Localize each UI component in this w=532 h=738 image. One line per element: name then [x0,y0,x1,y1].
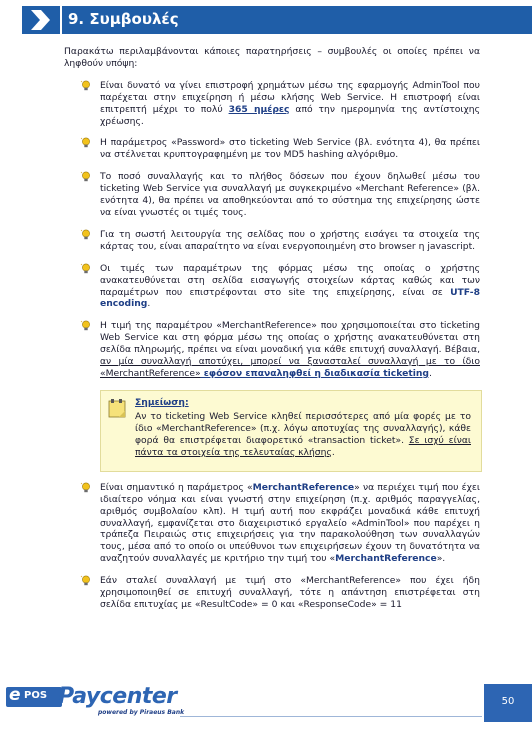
lightbulb-icon [80,171,92,183]
intro-paragraph: Παρακάτω περιλαμβάνονται κάποιες παρατηρήσεις – συμβουλές οι οποίες πρέπει να ληφθούν υπόψη: [64,46,480,69]
tip-emphasis: MerchantReference [335,553,437,565]
logo-e: e [9,685,21,705]
tip-text: Οι τιμές των παραμέτρων της φόρμας μέσω της οποίας ο χρήστης ανακατευθύνεται στη σελίδα εισαγωγής στοιχείων κάρτας καθώς και των παραμέτρων που επιστρέφονται στο site της επιχείρησης, είναι σε [100,262,480,298]
tip-emphasis: MerchantReference [252,481,355,493]
document-body [64,46,480,621]
lightbulb-icon [80,263,92,275]
chevron-right-icon [22,6,58,34]
note-underlined: Σε ισχύ είναι πάντα τα στοιχεία της τελευταίας κλήσης [135,434,471,458]
tip-item [64,575,480,611]
page-title: 9. Συμβουλές [68,10,179,28]
logo-badge [6,687,62,707]
tip-text: Είναι δυνατό να γίνει επιστροφή χρημάτων μέσω της εφαρμογής AdminTool που παρέχεται στην επιχείρηση ή μέσω κλήσης Web Service. Η επιστροφή είναι επιτρεπτή μέχρι το πολύ [100,79,480,115]
section-header [22,6,532,34]
page-number-box [484,684,532,722]
tip-item [64,80,480,128]
note-title: Σημείωση: [135,396,189,408]
tips-list-continued [64,482,480,611]
logo-paycenter: Paycenter [58,684,177,709]
logo-pos: POS [24,690,48,701]
lightbulb-icon [80,320,92,332]
lightbulb-icon [80,575,92,587]
footer-divider [180,716,482,717]
tip-text: Εάν σταλεί συναλλαγή με τιμή στο «MerchantReference» που έχει ήδη χρησιμοποιηθεί σε επιτυχή συναλλαγή, τότε η απάντηση επιστρέφεται στη σελίδα επιτυχίας με «ResultCode» = 0 και «ResponseCode» = 11 [100,575,480,610]
tip-text: Είναι σημαντικό η παράμετρος « [100,481,253,493]
epos-paycenter-logo [6,684,206,724]
tip-underlined: αν μία συναλλαγή αποτύχει, μπορεί να ξανασταλεί συναλλαγή με το ίδιο «MerchantReference» [100,356,480,379]
header-divider [60,6,62,34]
lightbulb-icon [80,229,92,241]
tip-emphasis: 365 ημέρες [228,103,290,115]
tip-item [64,229,480,253]
note-box [100,390,482,472]
tip-text-mid: » να περιέχει τιμή που έχει ιδιαίτερο νόημα και είναι γνωστή στην επιχείρηση (π.χ. αριθμός παραγγελίας, αριθμός συμβολαίου κλπ). Η τιμή αυτή που εκφράζει μοναδικά κάθε επιτυχή συναλλαγή, εμφανίζεται στο διαχειριστικό εργαλείο «AdminTool» που παρέχει η τράπεζα Πειραιώς στις επιχειρήσεις για την παρακολούθηση των συναλλαγών τους, μέσα από το οποίο οι υπεύθυνοι των επιχειρήσεων έχουν τη δυνατότητα να αναζητούν συναλλαγές με κριτήριο την τιμή του « [100,481,480,565]
tip-item [64,482,480,565]
tip-text-end: ». [436,553,446,565]
tip-text: Το ποσό συναλλαγής και το πλήθος δόσεων που έχουν δηλωθεί μέσω του ticketing Web Service για συναλλαγή με συγκεκριμένο «Merchant Reference» (βλ. ενότητα 4), θα πρέπει να αποθηκεύονται από το σύστημα της επιχείρησης ώστε να είναι γνωστές οι τιμές τους. [100,171,480,218]
note-text: Αν το ticketing Web Service κληθεί περισσότερες από μία φορές με το ίδιο «MerchantReference» (π.χ. λόγω αποτυχίας της συναλλαγής), κάθε φορά θα επιστρέφεται διαφορετικό «transaction ticket». Σε ισχύ είναι πάντα τα στοιχεία της τελευταίας κλήσης. [135,410,471,458]
tip-text-end: από την ημερομηνία της αντίστοιχης χρέωσης. [100,103,480,127]
tip-item [64,263,480,311]
tip-emphasis: UTF-8 encoding [100,286,480,310]
tip-item [64,171,480,219]
lightbulb-icon [80,482,92,494]
lightbulb-icon [80,137,92,149]
tip-text-end: . [147,298,151,310]
page-number: 50 [501,696,515,707]
tips-list [64,80,480,380]
note-icon [107,399,129,419]
logo-powered-by: powered by Piraeus Bank [98,709,185,716]
tip-emphasis: εφόσον επαναληφθεί η διαδικασία ticketing [200,367,429,379]
tip-item [64,320,480,380]
lightbulb-icon [80,80,92,92]
tip-text: Η τιμή της παραμέτρου «MerchantReference» που χρησιμοποιείται στο ticketing Web Service και στη φόρμα μέσω της οποίας ο χρήστης ανακατευθύνεται στη σελίδα πληρωμής, πρέπει να είναι μοναδική για κάθε επιτυχή συναλλαγή. Βέβαια, [100,320,480,356]
tip-text: Η παράμετρος «Password» στο ticketing Web Service (βλ. ενότητα 4), θα πρέπει να στέλνεται κρυπτογραφημένη με τον MD5 hashing αλγόριθμο. [100,137,480,161]
tip-item [64,137,480,161]
tip-text: Για τη σωστή λειτουργία της σελίδας που ο χρήστης εισάγει τα στοιχεία της κάρτας του, είναι απαραίτητο να είναι ενεργοποιημένη στο browser η javascript. [100,228,480,252]
tip-text-end: . [429,367,432,379]
